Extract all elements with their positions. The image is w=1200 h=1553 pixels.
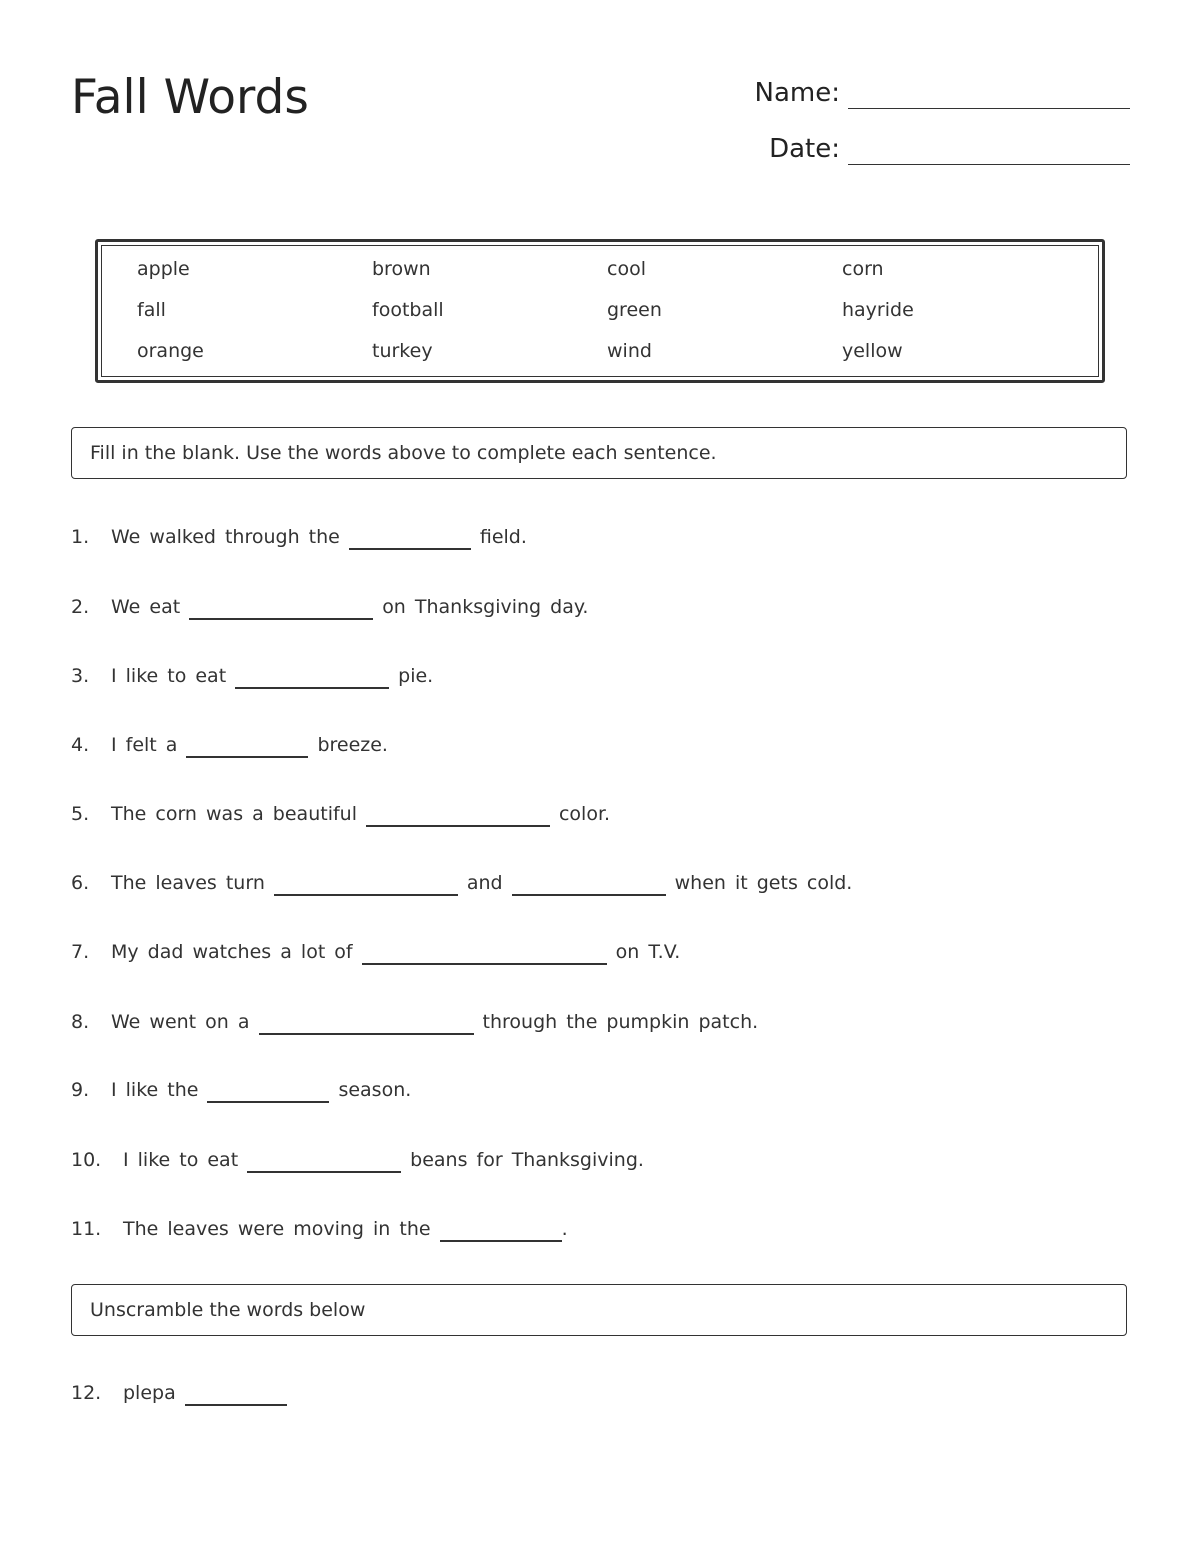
date-label: Date:	[769, 133, 840, 164]
question-text: beans for Thanksgiving.	[410, 1149, 644, 1171]
question-number: 10.	[71, 1149, 102, 1171]
answer-blank[interactable]	[207, 1081, 329, 1103]
answer-blank[interactable]	[259, 1013, 474, 1035]
word-bank-item: green	[607, 299, 662, 321]
answer-blank[interactable]	[274, 874, 458, 896]
question-number: 7.	[71, 941, 90, 963]
question-text: We walked through the	[111, 526, 340, 548]
name-label: Name:	[754, 77, 840, 108]
question-text: color.	[558, 803, 611, 825]
question-text: on T.V.	[615, 941, 681, 963]
scrambled-word: plepa	[123, 1382, 176, 1404]
page-title: Fall Words	[71, 70, 309, 125]
question-text: The leaves were moving in the	[123, 1218, 431, 1240]
question-text: The corn was a beautiful	[111, 803, 357, 825]
word-bank-item: football	[372, 299, 444, 321]
question-text: I like the	[111, 1079, 199, 1101]
word-bank-item: hayride	[842, 299, 914, 321]
question-text: pie.	[398, 665, 434, 687]
question-10	[71, 1147, 644, 1173]
word-bank-item: orange	[137, 340, 204, 362]
question-11	[71, 1216, 568, 1242]
date-row	[769, 130, 1130, 165]
question-text: I like to eat	[123, 1149, 239, 1171]
answer-blank[interactable]	[512, 874, 666, 896]
question-text: season.	[338, 1079, 412, 1101]
answer-blank[interactable]	[247, 1151, 401, 1173]
unscramble-instruction: Unscramble the words below	[90, 1299, 366, 1321]
question-text: through the pumpkin patch.	[482, 1011, 759, 1033]
name-row	[755, 74, 1130, 109]
question-number: 9.	[71, 1079, 90, 1101]
word-bank-item: fall	[137, 299, 166, 321]
question-5	[71, 801, 610, 827]
answer-blank[interactable]	[186, 736, 308, 758]
word-bank-item: cool	[607, 258, 646, 280]
question-text: I felt a	[111, 734, 178, 756]
question-3	[71, 663, 433, 689]
answer-blank[interactable]	[349, 528, 471, 550]
answer-blank[interactable]	[235, 667, 389, 689]
word-bank-item: apple	[137, 258, 190, 280]
question-text: .	[561, 1218, 568, 1240]
answer-blank[interactable]	[189, 598, 373, 620]
question-7	[71, 939, 680, 965]
question-number: 5.	[71, 803, 90, 825]
question-text: and	[466, 872, 503, 894]
question-text: I like to eat	[111, 665, 227, 687]
answer-blank[interactable]	[440, 1220, 562, 1242]
question-8	[71, 1009, 758, 1035]
question-number: 6.	[71, 872, 90, 894]
name-field[interactable]	[848, 74, 1130, 109]
question-text: breeze.	[317, 734, 388, 756]
question-text: My dad watches a lot of	[111, 941, 353, 963]
question-4	[71, 732, 388, 758]
question-number: 11.	[71, 1218, 102, 1240]
question-text: We eat	[111, 596, 181, 618]
question-number: 4.	[71, 734, 90, 756]
question-text: on Thanksgiving day.	[382, 596, 589, 618]
question-text: We went on a	[111, 1011, 250, 1033]
date-field[interactable]	[848, 130, 1130, 165]
word-bank-item: corn	[842, 258, 884, 280]
question-9	[71, 1077, 411, 1103]
fill-in-instruction: Fill in the blank. Use the words above to complete each sentence.	[90, 442, 717, 464]
word-bank-item: wind	[607, 340, 652, 362]
answer-blank[interactable]	[366, 805, 550, 827]
word-bank	[95, 239, 1105, 383]
question-number: 12.	[71, 1382, 102, 1404]
answer-blank[interactable]	[362, 943, 607, 965]
word-bank-item: brown	[372, 258, 431, 280]
question-2	[71, 594, 588, 620]
question-number: 1.	[71, 526, 90, 548]
question-text: field.	[479, 526, 527, 548]
question-text: when it gets cold.	[674, 872, 853, 894]
unscramble-instruction-box	[71, 1284, 1127, 1336]
word-bank-grid	[137, 256, 1077, 364]
question-number: 8.	[71, 1011, 90, 1033]
word-bank-item: turkey	[372, 340, 433, 362]
question-text: The leaves turn	[111, 872, 265, 894]
question-number: 3.	[71, 665, 90, 687]
answer-blank[interactable]	[185, 1384, 287, 1406]
question-12	[71, 1380, 296, 1406]
fill-in-instruction-box	[71, 427, 1127, 479]
question-1	[71, 524, 527, 550]
word-bank-item: yellow	[842, 340, 903, 362]
question-number: 2.	[71, 596, 90, 618]
question-6	[71, 870, 852, 896]
